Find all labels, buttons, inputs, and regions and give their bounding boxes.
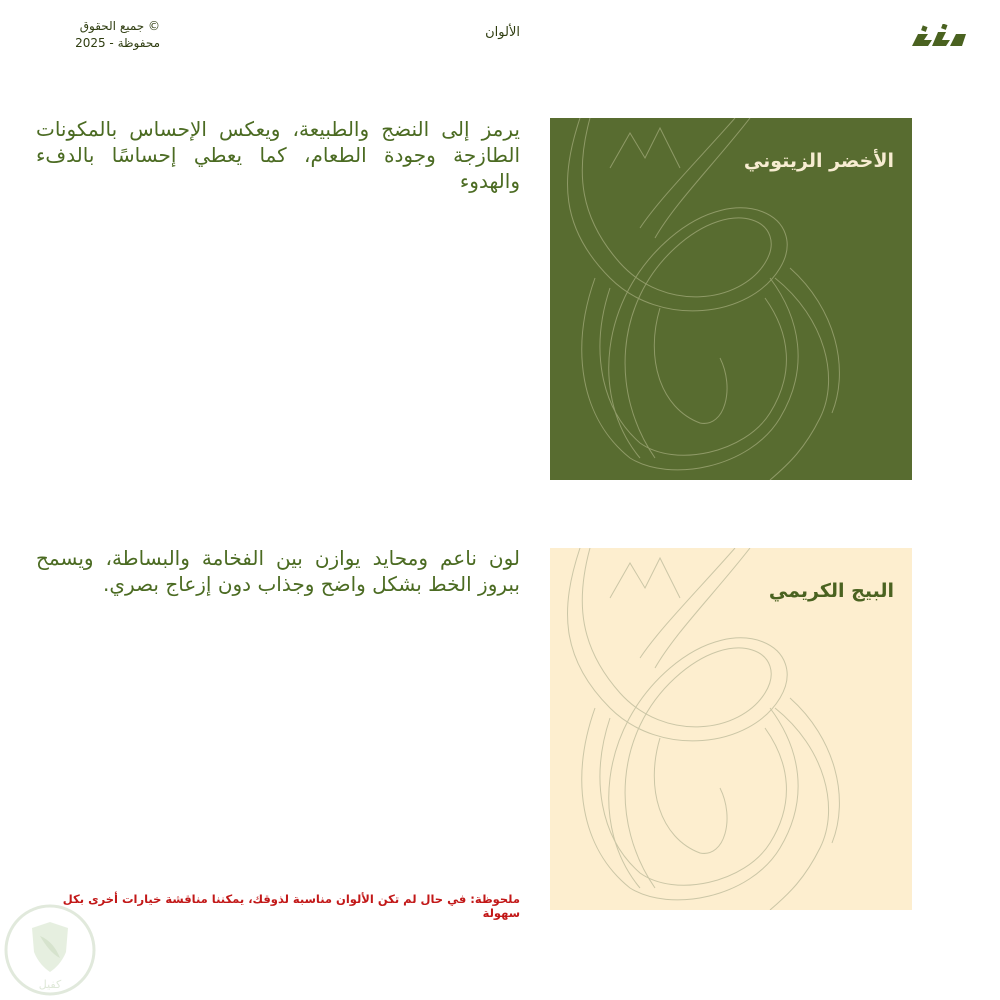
- brand-logo-icon: [908, 24, 968, 52]
- watermark-text: كفيل: [38, 978, 62, 991]
- calligraphy-outline-icon: [550, 548, 912, 910]
- olive-color-name: الأخضر الزيتوني: [743, 150, 894, 172]
- olive-swatch: [550, 118, 912, 480]
- beige-description: لون ناعم ومحايد يوازن بين الفخامة والبساطة، ويسمح ببروز الخط بشكل واضح وجذاب دون إزعاج بصري.: [36, 546, 520, 596]
- shield-leaf-icon: [2, 902, 98, 998]
- copyright-line-2: محفوظة - 2025: [75, 36, 160, 50]
- note-text: ملحوظة: في حال لم تكن الألوان مناسبة لذوقك، يمكننا مناقشة خيارات أخرى بكل سهولة: [62, 892, 520, 920]
- olive-description: يرمز إلى النضج والطبيعة، ويعكس الإحساس بالمكونات الطازجة وجودة الطعام، كما يعطي إحساسًا بالدفء والهدوء: [36, 117, 520, 193]
- beige-color-name: البيج الكريمي: [768, 580, 894, 602]
- beige-swatch: [550, 548, 912, 910]
- copyright-line-1: © جميع الحقوق: [79, 19, 160, 33]
- calligraphy-outline-icon: [550, 118, 912, 480]
- copyright-notice: [30, 18, 160, 52]
- page-title: الألوان: [485, 25, 520, 40]
